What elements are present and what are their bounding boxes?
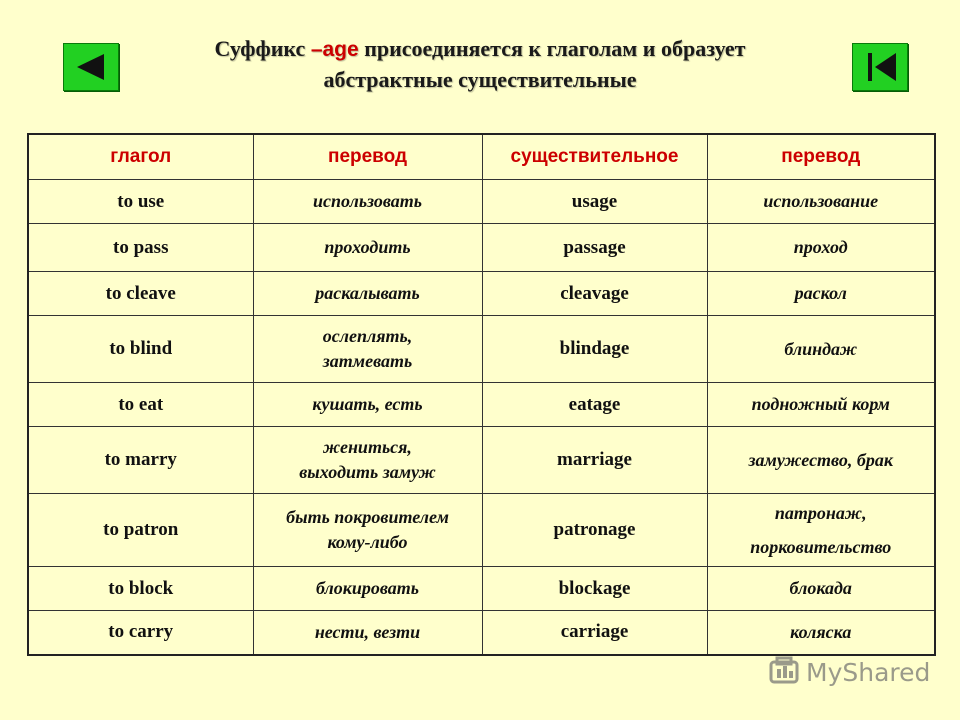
table-row (28, 427, 935, 494)
title-part2: присоединяется к глаголам и образует (358, 36, 746, 61)
noun-translation-cell-line: блокада (789, 578, 852, 598)
header-verb-translation: перевод (253, 134, 482, 180)
verb-translation-cell-line: затмевать (322, 351, 413, 371)
noun-cell: carriage (482, 611, 707, 655)
verb-cell: to block (28, 567, 253, 611)
verb-translation-cell-line: блокировать (315, 578, 420, 598)
noun-cell: blindage (482, 316, 707, 383)
verb-translation-cell-line: раскалывать (315, 283, 420, 303)
verb-translation-cell-line: кому-либо (327, 532, 408, 552)
skip-to-end-icon (860, 50, 900, 84)
verb-translation-cell (253, 224, 482, 272)
slide-title (130, 34, 830, 95)
last-slide-button[interactable] (852, 43, 908, 91)
verb-translation-cell-line: кушать, есть (312, 394, 423, 414)
verb-translation-cell (253, 383, 482, 427)
verb-translation-cell (253, 272, 482, 316)
myshared-logo-icon (768, 655, 802, 689)
verb-cell: to eat (28, 383, 253, 427)
table-row (28, 180, 935, 224)
table-row (28, 611, 935, 655)
noun-translation-cell-line: проход (793, 237, 848, 257)
noun-translation-cell-line: использование (763, 191, 879, 211)
noun-cell: eatage (482, 383, 707, 427)
noun-translation-cell (707, 383, 935, 427)
verb-cell: to pass (28, 224, 253, 272)
verb-translation-cell (253, 611, 482, 655)
noun-cell: cleavage (482, 272, 707, 316)
triangle-left-icon (74, 52, 108, 82)
noun-translation-cell-line: патронаж, (774, 503, 867, 523)
verb-translation-cell (253, 427, 482, 494)
noun-translation-cell-line: подножный корм (751, 394, 890, 414)
verb-translation-cell (253, 180, 482, 224)
verb-cell: to cleave (28, 272, 253, 316)
noun-translation-cell (707, 567, 935, 611)
noun-translation-cell-line: замужество, брак (748, 449, 893, 470)
verb-cell: to blind (28, 316, 253, 383)
header-noun-translation: перевод (707, 134, 935, 180)
verb-translation-cell-line: выходить замуж (299, 462, 436, 482)
header-noun: существительное (482, 134, 707, 180)
table-row (28, 272, 935, 316)
noun-cell: passage (482, 224, 707, 272)
table-row (28, 494, 935, 567)
noun-translation-cell-line: блиндаж (784, 338, 858, 359)
title-suffix: –age (310, 38, 359, 61)
verb-translation-cell-line: ослеплять, (322, 326, 413, 346)
noun-translation-cell-line: коляска (790, 621, 852, 642)
verb-cell: to patron (28, 494, 253, 567)
verb-translation-cell (253, 316, 482, 383)
noun-translation-cell-line: порковительство (750, 537, 892, 557)
table-header-row (28, 134, 935, 180)
header-verb: глагол (28, 134, 253, 180)
verb-translation-cell-line: быть покровителем (286, 507, 449, 527)
noun-cell: patronage (482, 494, 707, 567)
suffix-table (27, 133, 936, 656)
title-line2: абстрактные существительные (323, 67, 637, 92)
watermark-text: MyShared (806, 657, 931, 687)
table-row (28, 383, 935, 427)
verb-cell: to use (28, 180, 253, 224)
noun-translation-cell (707, 494, 935, 567)
table-row (28, 224, 935, 272)
verb-cell: to carry (28, 611, 253, 655)
noun-translation-cell (707, 224, 935, 272)
noun-cell: blockage (482, 567, 707, 611)
verb-translation-cell-line: жениться, (323, 437, 412, 457)
noun-cell: usage (482, 180, 707, 224)
noun-translation-cell (707, 272, 935, 316)
verb-translation-cell (253, 494, 482, 567)
previous-slide-button[interactable] (63, 43, 119, 91)
table-row (28, 567, 935, 611)
noun-cell: marriage (482, 427, 707, 494)
verb-translation-cell-line: использовать (313, 191, 422, 211)
watermark (768, 655, 930, 689)
title-part1: Суффикс (214, 36, 311, 61)
verb-cell: to marry (28, 427, 253, 494)
noun-translation-cell (707, 180, 935, 224)
noun-translation-cell (707, 427, 935, 494)
verb-translation-cell-line: проходить (324, 237, 411, 257)
noun-translation-cell (707, 316, 935, 383)
verb-translation-cell-line: нести, везти (314, 621, 421, 642)
noun-translation-cell (707, 611, 935, 655)
verb-translation-cell (253, 567, 482, 611)
noun-translation-cell-line: раскол (794, 283, 847, 303)
table-row (28, 316, 935, 383)
